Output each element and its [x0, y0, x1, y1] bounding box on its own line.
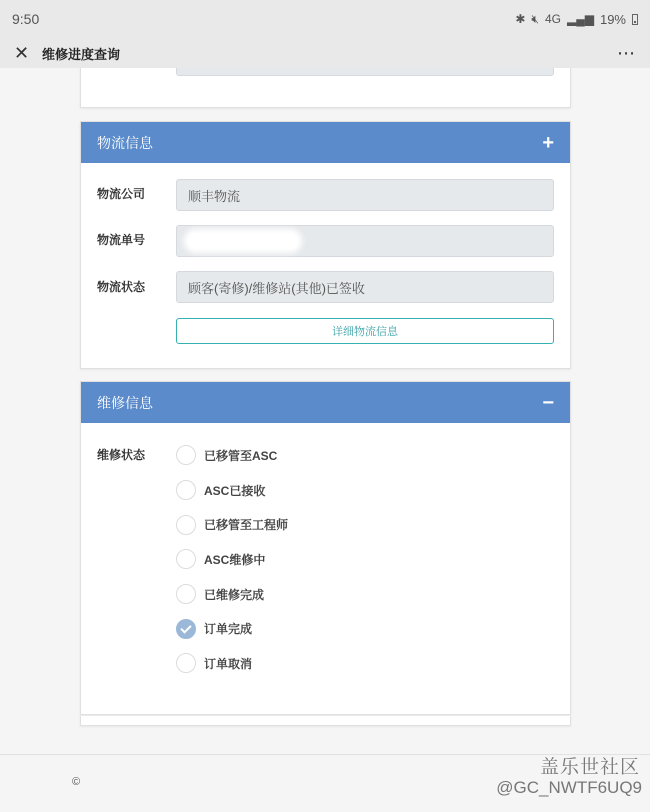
more-options-icon[interactable]: ⋯: [617, 42, 636, 63]
logistics-status-label: 物流状态: [97, 280, 146, 294]
repair-status-option-label: 已维修完成: [204, 587, 265, 602]
radio-unchecked-icon[interactable]: [176, 480, 196, 500]
status-bar: [0, 0, 650, 38]
radio-unchecked-icon[interactable]: [176, 549, 196, 569]
title-bar: [0, 38, 650, 68]
status-time: 9:50: [12, 11, 40, 27]
network-label: 4G: [544, 12, 561, 26]
repair-status-option[interactable]: [176, 577, 288, 612]
logistics-panel: [80, 121, 571, 369]
repair-status-option[interactable]: [176, 646, 288, 681]
radio-unchecked-icon[interactable]: [176, 584, 196, 604]
battery-icon: [632, 14, 638, 25]
radio-unchecked-icon[interactable]: [176, 515, 196, 535]
repair-status-option-label: 已移管至工程师: [204, 518, 289, 533]
bluetooth-icon: ✱: [515, 12, 526, 26]
repair-status-option-label: ASC已接收: [204, 483, 266, 498]
expand-icon[interactable]: +: [542, 131, 554, 154]
watermark-community: 盖乐世社区: [539, 757, 640, 778]
repair-status-option-label: ASC维修中: [204, 552, 266, 567]
status-icons: [515, 12, 638, 27]
repair-status-list: [176, 438, 288, 681]
repair-panel-title: 维修信息: [97, 394, 153, 411]
collapse-icon[interactable]: −: [542, 391, 554, 414]
copyright-text: ©: [72, 776, 81, 788]
repair-status-option[interactable]: [176, 507, 288, 542]
previous-field: [176, 68, 554, 76]
logistics-panel-title: 物流信息: [97, 134, 153, 151]
repair-status-option-label: 订单取消: [204, 656, 253, 671]
tracking-number-field: [176, 225, 554, 257]
repair-status-option[interactable]: [176, 542, 288, 577]
repair-status-option-label: 已移管至ASC: [204, 448, 278, 463]
logistics-panel-header[interactable]: [81, 122, 570, 163]
mute-icon: 🔇︎: [531, 11, 539, 26]
logistics-company-field: 顺丰物流: [176, 179, 554, 211]
redacted-blur: [188, 233, 298, 249]
repair-status-option[interactable]: [176, 473, 288, 508]
next-card-top: [80, 716, 571, 726]
tracking-number-label: 物流单号: [97, 233, 146, 247]
repair-panel-header[interactable]: [81, 382, 570, 423]
watermark-user-id: @GC_NWTF6UQ9: [496, 778, 642, 797]
radio-unchecked-icon[interactable]: [176, 653, 196, 673]
page-title: 维修进度查询: [42, 46, 121, 62]
signal-icon: ▂▄▆: [567, 12, 594, 26]
repair-status-label: 维修状态: [97, 448, 146, 462]
previous-card-bottom: [80, 68, 571, 108]
close-icon[interactable]: ✕: [14, 43, 30, 63]
repair-status-option[interactable]: [176, 438, 288, 473]
repair-status-option-label: 订单完成: [204, 622, 253, 637]
battery-percent: 19%: [599, 11, 626, 27]
repair-status-option[interactable]: [176, 611, 288, 646]
logistics-status-field: 顾客(寄修)/维修站(其他)已签收: [176, 271, 554, 303]
logistics-detail-button[interactable]: 详细物流信息: [176, 318, 554, 344]
repair-panel: [80, 381, 571, 715]
logistics-company-label: 物流公司: [97, 187, 146, 201]
radio-unchecked-icon[interactable]: [176, 445, 196, 465]
radio-checked-icon[interactable]: [176, 619, 196, 639]
